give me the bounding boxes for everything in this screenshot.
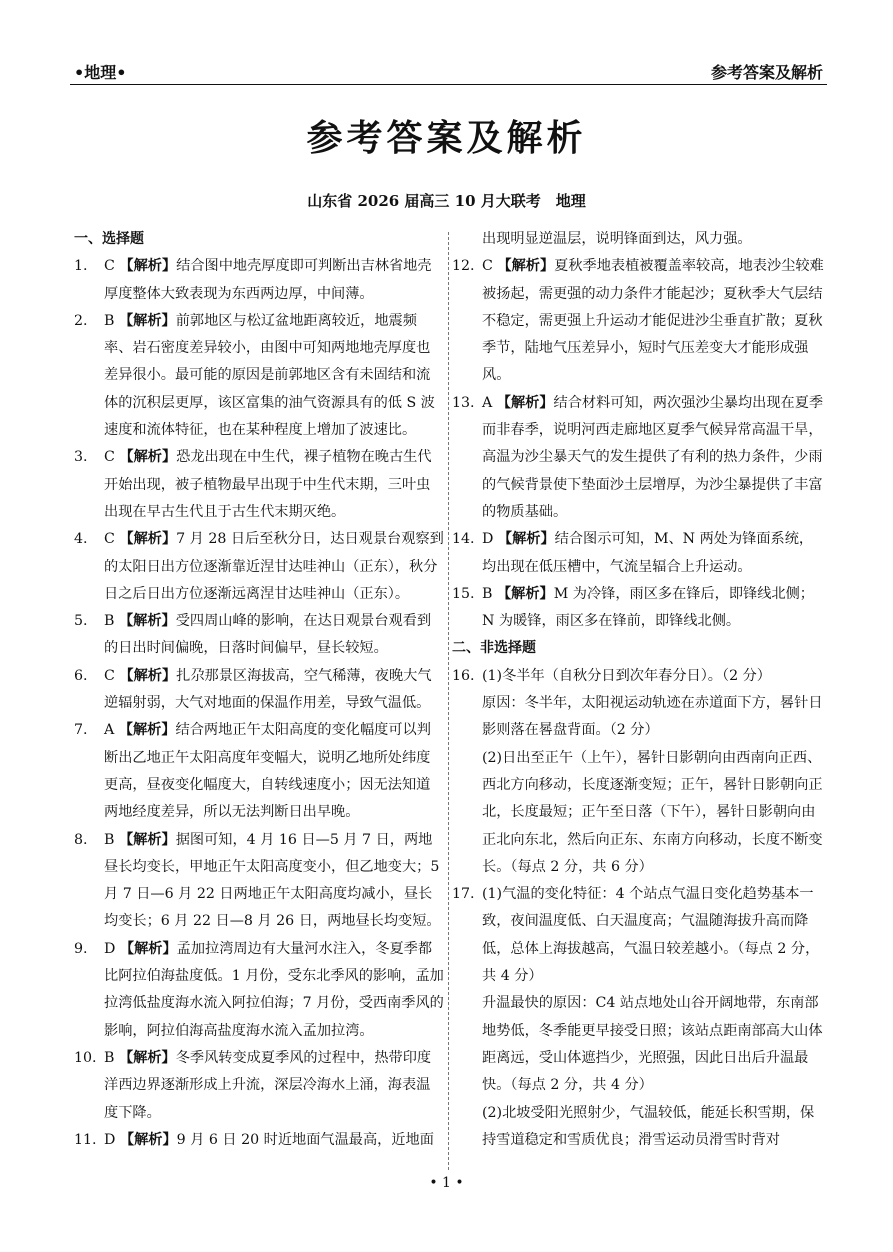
- answer-part: 升温最快的原因：C4 站点地处山谷开阔地带，东南部地势低，冬季能更早接受日照；该站点距南部高大山体距离远，受山体遮挡少，光照强，因此日出后升温最快。（每点 2 分，共 4 分）: [482, 995, 823, 1094]
- right-column: [452, 226, 826, 1154]
- column-divider: [448, 232, 449, 1170]
- analysis-text: 受四周山峰的影响，在达日观景台观看到的日出时间偏晚，日落时间偏早，昼长较短。: [104, 613, 432, 657]
- answer-letter: C: [104, 667, 115, 684]
- answer-item: [452, 581, 826, 636]
- analysis-text: 结合材料可知，两次强沙尘暴均出现在夏季而非春季，说明河西走廊地区夏季气候异常高温干旱，高温为沙尘暴天气的发生提供了有利的热力条件，少雨的气候背景使下垫面沙土层增厚，为沙尘暴提供了丰富的物质基础。: [482, 394, 824, 520]
- page-number: • 1 •: [429, 1175, 464, 1191]
- answer-body: [482, 526, 826, 581]
- analysis-text: 恐龙出现在中生代，裸子植物在晚古生代开始出现，被子植物最早出现于中生代末期，三叶虫出现在早古生代且于古生代末期灭绝。: [104, 449, 432, 520]
- answer-body: [482, 581, 826, 636]
- answer-item: [74, 526, 444, 608]
- answer-letter: B: [104, 312, 115, 329]
- answer-number: 5.: [74, 613, 88, 630]
- answer-body: [482, 253, 826, 389]
- left-column: [74, 226, 444, 1154]
- answer-letter: C: [104, 531, 115, 548]
- analysis-tag: 【解析】: [118, 1049, 176, 1066]
- answer-item-16: [452, 663, 826, 881]
- answer-number: 8.: [74, 831, 88, 848]
- analysis-tag: 【解析】: [497, 258, 555, 275]
- answer-item: [452, 390, 826, 526]
- answer-item: [74, 663, 444, 718]
- answer-number: 11.: [74, 1131, 97, 1148]
- answer-body: [104, 717, 444, 826]
- analysis-tag: 【解析】: [119, 531, 177, 548]
- answer-part: (2)北坡受阳光照射少，气温较低，能延长积雪期，保持雪道稳定和雪质优良；滑雪运动员滑雪时背对: [482, 1104, 815, 1148]
- answer-number: 15.: [452, 585, 475, 602]
- analysis-tag: 【解析】: [118, 722, 176, 739]
- analysis-text: 据图可知，4 月 16 日—5 月 7 日，两地昼长均变长，甲地正午太阳高度变小，但乙地变大；5 月 7 日—6 月 22 日两地正午太阳高度均减小，昼长均变长；6 月 22 日—8 月 26 日，两地昼长均变短。: [104, 831, 441, 930]
- answer-part: 原因：冬半年，太阳视运动轨迹在赤道面下方，晷针日影则落在晷盘背面。（2 分）: [482, 695, 823, 739]
- analysis-tag: 【解析】: [497, 531, 555, 548]
- answer-item: [74, 608, 444, 663]
- page-title: 参考答案及解析: [306, 118, 587, 159]
- analysis-tag: 【解析】: [119, 258, 177, 275]
- answer-body: [104, 1045, 444, 1127]
- answer-letter: D: [104, 1131, 116, 1148]
- analysis-text: 9 月 6 日 20 时近地面气温最高，近地面: [176, 1131, 434, 1148]
- answer-number: 9.: [74, 940, 88, 957]
- answer-number: 16.: [452, 667, 475, 684]
- analysis-tag: 【解析】: [118, 831, 176, 848]
- analysis-text: 冬季风转变成夏季风的过程中，热带印度洋西边界逐渐形成上升流，深层冷海水上涌，海表温度下降。: [104, 1049, 432, 1121]
- answer-number: 3.: [74, 449, 88, 466]
- analysis-text: 孟加拉湾周边有大量河水注入，冬夏季都比阿拉伯海盐度低。1 月份，受东北季风的影响，孟加拉湾低盐度海水流入阿拉伯海；7 月份，受西南季风的影响，阿拉伯海高盐度海水流入孟加拉湾。: [104, 940, 444, 1039]
- analysis-tag: 【解析】: [119, 667, 177, 684]
- analysis-text: M 为冷锋，雨区多在锋后，即锋线北侧；N 为暖锋，雨区多在锋前，即锋线北侧。: [482, 585, 814, 630]
- answer-body: [104, 827, 444, 936]
- analysis-text: 扎尕那景区海拔高，空气稀薄，夜晚大气逆辐射弱，大气对地面的保温作用差，导致气温低。: [104, 667, 432, 712]
- answer-body: [104, 663, 444, 718]
- section-heading-nonchoice: 二、非选择题: [452, 640, 536, 657]
- header-rule: [70, 84, 827, 85]
- answer-letter: B: [104, 613, 115, 630]
- analysis-tag: 【解析】: [119, 449, 177, 466]
- analysis-text: 夏秋季地表植被覆盖率较高，地表沙尘较难被扬起，需更强的动力条件才能起沙；夏秋季大气层结不稳定，需更强上升运动才能促进沙尘垂直扩散；夏秋季节，陆地气压差异小，短时气压差变大才能形成强风。: [482, 258, 824, 384]
- answer-letter: D: [482, 531, 494, 548]
- answer-letter: C: [482, 258, 493, 275]
- answer-item: [74, 444, 444, 526]
- answer-number: 6.: [74, 667, 88, 684]
- answer-letter: B: [104, 831, 115, 848]
- analysis-tag: 【解析】: [119, 940, 177, 957]
- answer-item: [74, 308, 444, 444]
- answer-item: [74, 717, 444, 826]
- answer-item: [74, 936, 444, 1045]
- answer-body: [104, 253, 444, 308]
- answer-part: (1)气温的变化特征：4 个站点气温日变化趋势基本一致，夜间温度低、白天温度高；气温随海拔升高而降低，总体上海拔越高，气温日较差越小。（每点 2 分，共 4 分）: [482, 886, 820, 985]
- analysis-tag: 【解析】: [496, 585, 554, 602]
- answer-letter: B: [482, 585, 493, 602]
- continued-text: 出现明显逆温层，说明锋面到达，风力强。: [482, 231, 752, 247]
- answer-number: 7.: [74, 722, 88, 739]
- answer-letter: A: [482, 394, 493, 411]
- answer-part: (2)日出至正午（上午），晷针日影朝向由西南向正西、西北方向移动，长度逐渐变短；正午，晷针日影朝向正北，长度最短；正午至日落（下午），晷针日影朝向由正北向东北，然后向正东、东南方向移动，长度不断变长。（每点 2 分，共 6 分）: [482, 749, 823, 875]
- header-subject: •地理•: [74, 63, 127, 82]
- answer-letter: C: [104, 258, 115, 275]
- answer-item: [74, 253, 444, 308]
- answer-number: 2.: [74, 312, 88, 329]
- exam-subtitle: 山东省 2026 届高三 10 月大联考 地理: [307, 192, 586, 210]
- answer-item-17: [452, 881, 826, 1154]
- answer-body: [104, 444, 444, 526]
- answer-letter: D: [104, 940, 116, 957]
- answer-letter: C: [104, 449, 115, 466]
- answer-number: 1.: [74, 258, 88, 275]
- answer-item: [74, 1127, 444, 1154]
- answer-item: [452, 253, 826, 389]
- answer-number: 13.: [452, 394, 475, 411]
- answer-body: [104, 308, 444, 444]
- answer-body: [482, 390, 826, 526]
- analysis-text: 结合图示可知，M、N 两处为锋面系统，均出现在低压槽中，气流呈辐合上升运动。: [482, 531, 814, 575]
- answer-body: [104, 526, 444, 608]
- left-answer-list: [74, 253, 444, 1154]
- section-heading-choice: 一、选择题: [74, 231, 144, 247]
- analysis-tag: 【解析】: [118, 312, 176, 329]
- answer-item: [74, 1045, 444, 1127]
- answer-item: [452, 526, 826, 581]
- answer-number: 12.: [452, 258, 475, 275]
- answer-number: 10.: [74, 1049, 97, 1066]
- answer-letter: A: [104, 722, 115, 739]
- right-answer-list: [452, 253, 826, 635]
- header-title: 参考答案及解析: [710, 63, 823, 82]
- answer-part: (1)冬半年（自秋分日到次年春分日）。（2 分）: [482, 667, 771, 684]
- answer-number: 14.: [452, 531, 475, 548]
- answer-body: [104, 608, 444, 663]
- answer-item: [74, 827, 444, 936]
- answer-number: 4.: [74, 531, 88, 548]
- answer-letter: B: [104, 1049, 115, 1066]
- analysis-tag: 【解析】: [118, 613, 176, 630]
- answer-body: [104, 936, 444, 1045]
- analysis-text: 结合图中地壳厚度即可判断出吉林省地壳厚度整体大致表现为东西两边厚，中间薄。: [104, 258, 432, 302]
- analysis-text: 7 月 28 日后至秋分日，达日观景台观察到的太阳日出方位逐渐靠近涅甘达哇神山（正东），秋分日之后日出方位逐渐远离涅甘达哇神山（正东）。: [104, 531, 444, 602]
- answer-number: 17.: [452, 886, 475, 903]
- analysis-tag: 【解析】: [119, 1131, 177, 1148]
- analysis-tag: 【解析】: [496, 394, 554, 411]
- answer-body: [104, 1127, 444, 1154]
- analysis-text: 前郭地区与松辽盆地距离较近，地震频率、岩石密度差异较小，由图中可知两地地壳厚度也差异很小。最可能的原因是前郭地区含有未固结和流体的沉积层更厚，该区富集的油气资源具有的低 S 波速度和流体特征，也在某种程度上增加了波速比。: [104, 312, 435, 439]
- analysis-text: 结合两地正午太阳高度的变化幅度可以判断出乙地正午太阳高度年变幅大，说明乙地所处纬度更高，昼夜变化幅度大，自转线速度小；因无法知道两地经度差异，所以无法判断日出早晚。: [104, 722, 431, 821]
